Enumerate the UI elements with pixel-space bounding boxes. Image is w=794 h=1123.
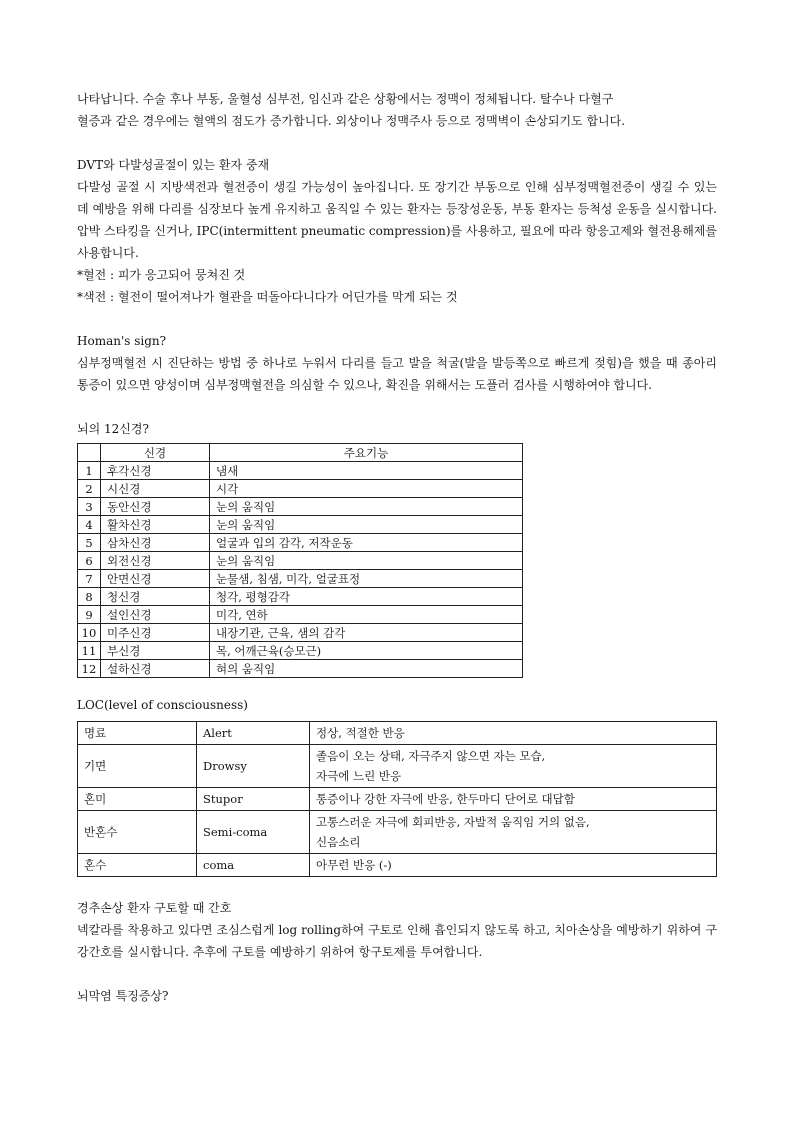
loc-description-line: 자극에 느린 반응 [316, 769, 402, 783]
loc-table [77, 721, 717, 877]
table-row [78, 588, 523, 606]
table-row [78, 498, 523, 516]
table-row [78, 811, 717, 854]
dvt-heading: DVT와 다발성골절이 있는 환자 중재 [77, 158, 270, 172]
table-row [78, 552, 523, 570]
table-row [78, 462, 523, 480]
nerve-name: 설하신경 [101, 660, 210, 678]
table-row [78, 660, 523, 678]
loc-description [310, 722, 717, 745]
table-row [78, 788, 717, 811]
nerve-name: 설인신경 [101, 606, 210, 624]
nerve-name: 시신경 [101, 480, 210, 498]
cranial-nerves-heading: 뇌의 12신경? [77, 422, 149, 436]
nerve-function: 미각, 연하 [210, 606, 523, 624]
nerve-number: 2 [78, 480, 101, 498]
loc-description [310, 745, 717, 788]
nerve-number: 8 [78, 588, 101, 606]
loc-description-line: 졸음이 오는 상태, 자극주지 않으면 자는 모습, [316, 749, 546, 763]
homan-body: 심부정맥혈전 시 진단하는 방법 중 하나로 누워서 다리를 들고 발을 척굴(발을 발등쪽으로 빠르게 젖힘)을 했을 때 종아리 통증이 있으면 양성이며 심부정맥혈전을 의심할 수 있으나, 확진을 위해서는 도플러 검사를 시행하여야 합니다. [77, 356, 717, 392]
table-row [78, 480, 523, 498]
loc-description-line: 신음소리 [316, 835, 361, 849]
loc-english: Drowsy [197, 745, 310, 788]
intro-line-2: 혈증과 같은 경우에는 혈액의 점도가 증가합니다. 외상이나 정맥주사 등으로 정맥벽이 손상되기도 합니다. [77, 114, 626, 128]
loc-heading: LOC(level of consciousness) [77, 698, 248, 712]
nerve-function: 얼굴과 입의 감각, 저작운동 [210, 534, 523, 552]
loc-description [310, 811, 717, 854]
loc-description-line: 통증이나 강한 자극에 반응, 한두마디 단어로 대답함 [316, 792, 575, 806]
nerve-name: 부신경 [101, 642, 210, 660]
nerve-number: 4 [78, 516, 101, 534]
nerve-function: 눈의 움직임 [210, 498, 523, 516]
spine-heading: 경추손상 환자 구토할 때 간호 [77, 901, 232, 915]
nerve-number: 10 [78, 624, 101, 642]
nerve-name: 삼차신경 [101, 534, 210, 552]
loc-english: Stupor [197, 788, 310, 811]
nerve-function: 시각 [210, 480, 523, 498]
loc-table-body [78, 722, 717, 877]
table-header-row [78, 444, 523, 462]
intro-line-1: 나타납니다. 수술 후나 부동, 울혈성 심부전, 임신과 같은 상황에서는 정맥이 정체됩니다. 탈수나 다혈구 [77, 92, 614, 106]
nerve-name: 안면신경 [101, 570, 210, 588]
nerve-name: 미주신경 [101, 624, 210, 642]
nerve-number: 12 [78, 660, 101, 678]
nerve-number: 1 [78, 462, 101, 480]
loc-description [310, 788, 717, 811]
table-row [78, 606, 523, 624]
loc-description-line: 아무런 반응 (-) [316, 858, 392, 872]
table-header-function: 주요기능 [210, 444, 523, 462]
dvt-note-thrombus: *혈전 : 피가 응고되어 뭉쳐진 것 [77, 268, 246, 282]
table-header-number [78, 444, 101, 462]
nerve-function: 냄새 [210, 462, 523, 480]
table-row [78, 642, 523, 660]
nerve-name: 후각신경 [101, 462, 210, 480]
nerve-name: 청신경 [101, 588, 210, 606]
nerve-number: 9 [78, 606, 101, 624]
nerve-function: 청각, 평형감각 [210, 588, 523, 606]
nerve-function: 목, 어깨근육(승모근) [210, 642, 523, 660]
table-row [78, 854, 717, 877]
spine-body: 넥칼라를 착용하고 있다면 조심스럽게 log rolling하여 구토로 인해 흡인되지 않도록 하고, 치아손상을 예방하기 위하여 구강간호를 실시합니다. 추후에 구토를 예방하기 위하여 항구토제를 투여합니다. [77, 923, 717, 959]
loc-english: Alert [197, 722, 310, 745]
nerve-number: 11 [78, 642, 101, 660]
nerve-function: 눈물샘, 침샘, 미각, 얼굴표정 [210, 570, 523, 588]
table-row [78, 516, 523, 534]
homan-heading: Homan's sign? [77, 334, 167, 348]
cranial-nerves-table [77, 443, 523, 678]
table-header-nerve: 신경 [101, 444, 210, 462]
document-page [77, 88, 717, 1007]
loc-korean: 명료 [78, 722, 197, 745]
loc-korean: 기면 [78, 745, 197, 788]
loc-english: Semi-coma [197, 811, 310, 854]
nerve-number: 6 [78, 552, 101, 570]
dvt-body: 다발성 골절 시 지방색전과 혈전증이 생길 가능성이 높아집니다. 또 장기간 부동으로 인해 심부정맥혈전증이 생길 수 있는데 예방을 위해 다리를 심장보다 높게 유지하고 움직일 수 있는 환자는 등장성운동, 부동 환자는 등척성 운동을 실시합니다. 압박 스타킹을 신거나, IPC(intermittent pneumatic compression)를 사용하고, 필요에 따라 항응고제와 혈전용해제를 사용합니다. [77, 180, 717, 260]
loc-description-line: 고통스러운 자극에 회피반응, 자발적 움직임 거의 없음, [316, 815, 590, 829]
loc-korean: 혼수 [78, 854, 197, 877]
nerve-name: 동안신경 [101, 498, 210, 516]
nerve-name: 활차신경 [101, 516, 210, 534]
loc-english: coma [197, 854, 310, 877]
nerve-number: 3 [78, 498, 101, 516]
loc-description-line: 정상, 적절한 반응 [316, 726, 405, 740]
table-row [78, 570, 523, 588]
meningitis-heading: 뇌막염 특징증상? [77, 989, 169, 1003]
nerve-function: 눈의 움직임 [210, 552, 523, 570]
nerve-number: 7 [78, 570, 101, 588]
table-row [78, 745, 717, 788]
table-row [78, 722, 717, 745]
loc-korean: 혼미 [78, 788, 197, 811]
nerve-function: 눈의 움직임 [210, 516, 523, 534]
table-row [78, 624, 523, 642]
loc-korean: 반혼수 [78, 811, 197, 854]
nerve-function: 혀의 움직임 [210, 660, 523, 678]
cranial-nerves-table-body [78, 462, 523, 678]
nerve-number: 5 [78, 534, 101, 552]
nerve-name: 외전신경 [101, 552, 210, 570]
nerve-function: 내장기관, 근육, 샘의 감각 [210, 624, 523, 642]
table-row [78, 534, 523, 552]
dvt-note-embolus: *색전 : 혈전이 떨어져나가 혈관을 떠돌아다니다가 어딘가를 막게 되는 것 [77, 290, 458, 304]
loc-description [310, 854, 717, 877]
